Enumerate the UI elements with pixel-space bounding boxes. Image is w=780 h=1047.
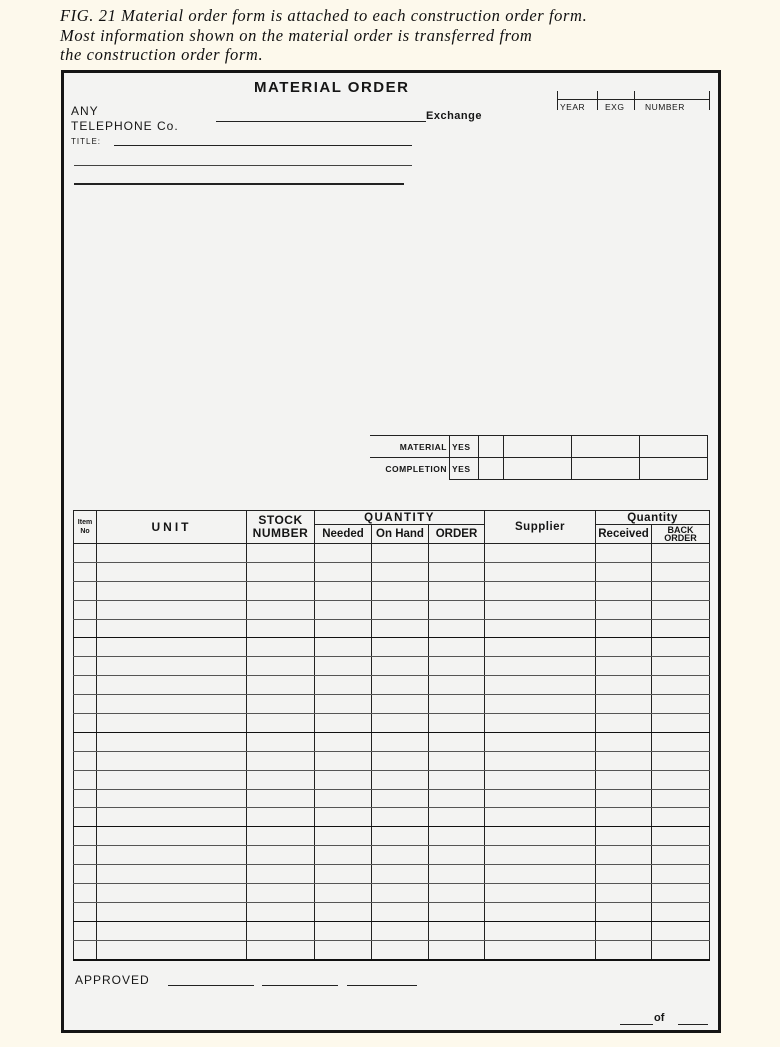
table-cell[interactable]: [372, 544, 429, 563]
table-cell[interactable]: [596, 732, 652, 751]
table-cell[interactable]: [372, 562, 429, 581]
table-cell[interactable]: [485, 676, 596, 695]
table-cell[interactable]: [652, 884, 710, 903]
table-cell[interactable]: [485, 638, 596, 657]
item-rows: [74, 544, 710, 960]
supplier-header: Supplier: [485, 511, 596, 544]
table-cell[interactable]: [485, 865, 596, 884]
table-row: [74, 657, 710, 676]
table-cell[interactable]: [372, 751, 429, 770]
table-row: [74, 902, 710, 921]
material-yes: YES: [450, 436, 479, 458]
table-cell[interactable]: [652, 544, 710, 563]
table-cell[interactable]: [247, 657, 315, 676]
table-cell[interactable]: [97, 695, 247, 714]
table-cell[interactable]: [74, 865, 97, 884]
table-row: [74, 638, 710, 657]
status-table: [370, 435, 708, 480]
table-cell[interactable]: [74, 940, 97, 959]
table-cell[interactable]: [596, 600, 652, 619]
table-cell[interactable]: [74, 638, 97, 657]
table-cell[interactable]: [429, 789, 485, 808]
table-cell[interactable]: [429, 638, 485, 657]
table-cell[interactable]: [652, 865, 710, 884]
table-row: [74, 789, 710, 808]
table-row: [74, 562, 710, 581]
company-name: [71, 104, 179, 134]
table-cell[interactable]: [97, 581, 247, 600]
page-number-line[interactable]: [620, 1024, 653, 1025]
material-status-row: [370, 436, 708, 458]
approved-label: APPROVED: [75, 973, 150, 987]
table-cell[interactable]: [652, 714, 710, 733]
quantity-received-header: Quantity: [596, 511, 710, 525]
table-cell[interactable]: [247, 789, 315, 808]
table-cell[interactable]: [596, 544, 652, 563]
table-cell[interactable]: [485, 581, 596, 600]
table-row: [74, 921, 710, 940]
table-cell[interactable]: [315, 714, 372, 733]
table-cell[interactable]: [596, 657, 652, 676]
table-row: [74, 808, 710, 827]
table-cell[interactable]: [97, 846, 247, 865]
item-no-line-1: Item: [77, 519, 93, 526]
table-row: [74, 600, 710, 619]
table-cell[interactable]: [315, 676, 372, 695]
table-cell[interactable]: [596, 921, 652, 940]
table-cell[interactable]: [372, 789, 429, 808]
table-cell[interactable]: [372, 770, 429, 789]
table-cell[interactable]: [74, 921, 97, 940]
table-cell[interactable]: [247, 581, 315, 600]
table-cell[interactable]: [596, 884, 652, 903]
table-cell[interactable]: [485, 619, 596, 638]
table-cell[interactable]: [485, 846, 596, 865]
table-cell[interactable]: [74, 884, 97, 903]
table-row: [74, 714, 710, 733]
table-cell[interactable]: [429, 600, 485, 619]
table-cell[interactable]: [315, 657, 372, 676]
table-row: [74, 676, 710, 695]
table-cell[interactable]: [596, 770, 652, 789]
status-cell[interactable]: [479, 436, 504, 458]
status-cell[interactable]: [640, 458, 708, 480]
table-cell[interactable]: [652, 751, 710, 770]
table-cell[interactable]: [652, 657, 710, 676]
title-label: TITLE:: [71, 137, 102, 146]
table-cell[interactable]: [74, 600, 97, 619]
table-row: [74, 619, 710, 638]
company-line-1: ANY: [71, 104, 99, 118]
table-cell[interactable]: [315, 808, 372, 827]
table-cell[interactable]: [596, 789, 652, 808]
table-cell[interactable]: [485, 921, 596, 940]
table-cell[interactable]: [97, 619, 247, 638]
table-cell[interactable]: [372, 714, 429, 733]
table-row: [74, 865, 710, 884]
table-cell[interactable]: [652, 827, 710, 846]
table-cell[interactable]: [372, 732, 429, 751]
number-header: NUMBER: [645, 102, 685, 112]
table-cell[interactable]: [372, 846, 429, 865]
table-cell[interactable]: [372, 676, 429, 695]
table-cell[interactable]: [596, 638, 652, 657]
caption-line-1: FIG. 21 Material order form is attached to each construction order form.: [60, 6, 588, 25]
table-cell[interactable]: [74, 676, 97, 695]
table-cell[interactable]: [372, 581, 429, 600]
table-cell[interactable]: [247, 562, 315, 581]
table-cell[interactable]: [652, 676, 710, 695]
table-cell[interactable]: [485, 789, 596, 808]
table-cell[interactable]: [372, 808, 429, 827]
page-of-label: of: [654, 1012, 665, 1024]
table-cell[interactable]: [429, 940, 485, 959]
table-cell[interactable]: [485, 657, 596, 676]
code-tick: [597, 91, 598, 110]
table-cell[interactable]: [429, 846, 485, 865]
stock-line-2: NUMBER: [252, 526, 309, 540]
table-cell[interactable]: [315, 902, 372, 921]
table-cell[interactable]: [315, 600, 372, 619]
table-cell[interactable]: [74, 581, 97, 600]
table-cell[interactable]: [247, 544, 315, 563]
approval-signature-line-2[interactable]: [262, 985, 338, 986]
table-cell[interactable]: [429, 676, 485, 695]
table-cell[interactable]: [97, 638, 247, 657]
table-cell[interactable]: [596, 676, 652, 695]
table-cell[interactable]: [247, 695, 315, 714]
table-cell[interactable]: [97, 544, 247, 563]
table-cell[interactable]: [596, 902, 652, 921]
table-cell[interactable]: [247, 732, 315, 751]
table-cell[interactable]: [97, 751, 247, 770]
approval-signature-line-3[interactable]: [347, 985, 417, 986]
back-line-1: BACK: [667, 525, 694, 535]
table-cell[interactable]: [97, 921, 247, 940]
table-cell[interactable]: [97, 808, 247, 827]
table-cell[interactable]: [315, 921, 372, 940]
table-cell[interactable]: [74, 789, 97, 808]
table-cell[interactable]: [97, 657, 247, 676]
back-line-2: ORDER: [664, 533, 697, 543]
table-cell[interactable]: [74, 657, 97, 676]
table-cell[interactable]: [247, 902, 315, 921]
table-cell[interactable]: [652, 638, 710, 657]
table-cell[interactable]: [429, 827, 485, 846]
on-hand-header: On Hand: [372, 525, 429, 544]
table-cell[interactable]: [74, 695, 97, 714]
table-cell[interactable]: [372, 902, 429, 921]
received-header: Received: [596, 525, 652, 544]
table-cell[interactable]: [372, 600, 429, 619]
table-cell[interactable]: [596, 827, 652, 846]
item-no-header: [74, 511, 97, 544]
table-cell[interactable]: [652, 940, 710, 959]
table-cell[interactable]: [485, 732, 596, 751]
table-cell[interactable]: [372, 638, 429, 657]
form-title: MATERIAL ORDER: [254, 79, 410, 96]
table-cell[interactable]: [596, 808, 652, 827]
table-cell[interactable]: [74, 732, 97, 751]
table-cell[interactable]: [429, 808, 485, 827]
table-cell[interactable]: [97, 827, 247, 846]
table-cell[interactable]: [485, 751, 596, 770]
table-cell[interactable]: [596, 751, 652, 770]
table-cell[interactable]: [485, 600, 596, 619]
table-row: [74, 695, 710, 714]
material-order-form: [61, 70, 721, 1033]
table-cell[interactable]: [74, 544, 97, 563]
title-blank-line-3[interactable]: [74, 183, 404, 185]
unit-header: UNIT: [97, 511, 247, 544]
table-cell[interactable]: [315, 751, 372, 770]
table-cell[interactable]: [652, 732, 710, 751]
table-cell[interactable]: [247, 884, 315, 903]
table-row: [74, 751, 710, 770]
material-label: MATERIAL: [370, 436, 450, 458]
stock-line-1: STOCK: [258, 513, 303, 527]
table-cell[interactable]: [247, 865, 315, 884]
caption-line-3: the construction order form.: [60, 45, 264, 64]
table-cell[interactable]: [247, 600, 315, 619]
table-cell[interactable]: [652, 562, 710, 581]
status-cell[interactable]: [504, 458, 572, 480]
table-cell[interactable]: [429, 619, 485, 638]
table-cell[interactable]: [596, 562, 652, 581]
table-cell[interactable]: [97, 732, 247, 751]
order-code-box: [557, 91, 710, 113]
table-cell[interactable]: [74, 619, 97, 638]
table-cell[interactable]: [652, 789, 710, 808]
table-cell[interactable]: [372, 940, 429, 959]
table-cell[interactable]: [315, 544, 372, 563]
table-cell[interactable]: [485, 770, 596, 789]
stock-number-header: [247, 511, 315, 544]
table-cell[interactable]: [652, 770, 710, 789]
table-cell[interactable]: [372, 619, 429, 638]
completion-label: COMPLETION: [370, 458, 450, 480]
table-cell[interactable]: [429, 865, 485, 884]
status-cell[interactable]: [640, 436, 708, 458]
table-cell[interactable]: [429, 562, 485, 581]
table-row: [74, 544, 710, 563]
table-cell[interactable]: [652, 600, 710, 619]
table-cell[interactable]: [485, 827, 596, 846]
table-cell[interactable]: [652, 846, 710, 865]
table-cell[interactable]: [74, 770, 97, 789]
table-row: [74, 770, 710, 789]
table-cell[interactable]: [596, 581, 652, 600]
table-cell[interactable]: [97, 789, 247, 808]
table-cell[interactable]: [372, 884, 429, 903]
table-cell[interactable]: [652, 902, 710, 921]
back-order-header: [652, 525, 710, 544]
table-cell[interactable]: [485, 940, 596, 959]
needed-header: Needed: [315, 525, 372, 544]
table-cell[interactable]: [315, 770, 372, 789]
table-cell[interactable]: [429, 544, 485, 563]
table-cell[interactable]: [485, 562, 596, 581]
table-row: [74, 732, 710, 751]
table-cell[interactable]: [315, 865, 372, 884]
title-blank-line-2[interactable]: [74, 165, 412, 166]
table-cell[interactable]: [596, 865, 652, 884]
exchange-label: Exchange: [426, 110, 482, 122]
table-cell[interactable]: [429, 732, 485, 751]
year-header: YEAR: [560, 102, 586, 112]
table-cell[interactable]: [315, 581, 372, 600]
table-row: [74, 827, 710, 846]
title-blank-line[interactable]: [114, 145, 412, 146]
material-items-table: [73, 510, 710, 961]
table-cell[interactable]: [315, 940, 372, 959]
table-cell[interactable]: [596, 846, 652, 865]
company-line-2: TELEPHONE Co.: [71, 119, 179, 133]
table-cell[interactable]: [97, 676, 247, 695]
exg-header: EXG: [605, 102, 625, 112]
table-cell[interactable]: [485, 695, 596, 714]
completion-status-row: [370, 458, 708, 480]
table-cell[interactable]: [485, 884, 596, 903]
table-cell[interactable]: [596, 714, 652, 733]
table-cell[interactable]: [652, 808, 710, 827]
table-cell[interactable]: [97, 714, 247, 733]
table-cell[interactable]: [97, 770, 247, 789]
quantity-header: QUANTITY: [315, 511, 485, 525]
table-cell[interactable]: [97, 884, 247, 903]
table-cell[interactable]: [74, 827, 97, 846]
table-cell[interactable]: [485, 544, 596, 563]
table-cell[interactable]: [429, 884, 485, 903]
table-cell[interactable]: [652, 695, 710, 714]
table-row: [74, 884, 710, 903]
table-cell[interactable]: [652, 921, 710, 940]
code-tick: [634, 91, 635, 110]
table-cell[interactable]: [247, 638, 315, 657]
table-cell[interactable]: [97, 600, 247, 619]
table-cell[interactable]: [247, 827, 315, 846]
table-cell[interactable]: [315, 884, 372, 903]
page-total-line[interactable]: [678, 1024, 708, 1025]
table-cell[interactable]: [315, 638, 372, 657]
caption-line-2: Most information shown on the material order is transferred from: [60, 25, 533, 45]
table-cell[interactable]: [429, 657, 485, 676]
table-cell[interactable]: [429, 921, 485, 940]
table-cell[interactable]: [247, 770, 315, 789]
table-cell[interactable]: [429, 714, 485, 733]
table-cell[interactable]: [429, 770, 485, 789]
table-cell[interactable]: [247, 940, 315, 959]
exchange-blank-line[interactable]: [216, 121, 426, 122]
table-cell[interactable]: [247, 714, 315, 733]
order-header: ORDER: [429, 525, 485, 544]
table-cell[interactable]: [74, 902, 97, 921]
table-cell[interactable]: [429, 695, 485, 714]
table-row: [74, 846, 710, 865]
table-cell[interactable]: [652, 619, 710, 638]
table-cell[interactable]: [485, 714, 596, 733]
table-cell[interactable]: [596, 940, 652, 959]
table-cell[interactable]: [247, 619, 315, 638]
table-cell[interactable]: [247, 846, 315, 865]
table-cell[interactable]: [652, 581, 710, 600]
table-cell[interactable]: [247, 751, 315, 770]
status-cell[interactable]: [572, 458, 640, 480]
table-cell[interactable]: [74, 846, 97, 865]
table-cell[interactable]: [315, 846, 372, 865]
table-cell[interactable]: [247, 808, 315, 827]
table-cell[interactable]: [596, 619, 652, 638]
table-cell[interactable]: [315, 562, 372, 581]
table-cell[interactable]: [74, 808, 97, 827]
table-cell[interactable]: [429, 751, 485, 770]
table-cell[interactable]: [485, 902, 596, 921]
table-cell[interactable]: [372, 921, 429, 940]
table-cell[interactable]: [372, 865, 429, 884]
table-cell[interactable]: [315, 827, 372, 846]
status-cell[interactable]: [572, 436, 640, 458]
table-cell[interactable]: [74, 562, 97, 581]
table-cell[interactable]: [247, 676, 315, 695]
table-cell[interactable]: [315, 732, 372, 751]
table-cell[interactable]: [372, 695, 429, 714]
table-row: [74, 940, 710, 959]
table-cell[interactable]: [315, 695, 372, 714]
approval-signature-line-1[interactable]: [168, 985, 254, 986]
table-cell[interactable]: [74, 714, 97, 733]
table-cell[interactable]: [97, 562, 247, 581]
table-cell[interactable]: [485, 808, 596, 827]
table-cell[interactable]: [429, 902, 485, 921]
item-no-line-2: No: [80, 528, 90, 535]
table-cell[interactable]: [97, 865, 247, 884]
figure-caption: [60, 6, 760, 65]
table-cell[interactable]: [372, 827, 429, 846]
status-cell[interactable]: [504, 436, 572, 458]
table-cell[interactable]: [315, 619, 372, 638]
table-cell[interactable]: [596, 695, 652, 714]
table-cell[interactable]: [372, 657, 429, 676]
table-cell[interactable]: [315, 789, 372, 808]
code-tick: [557, 91, 558, 110]
table-cell[interactable]: [74, 751, 97, 770]
table-cell[interactable]: [247, 921, 315, 940]
table-row: [74, 581, 710, 600]
code-tick: [709, 91, 710, 110]
status-cell[interactable]: [479, 458, 504, 480]
table-cell[interactable]: [97, 902, 247, 921]
table-cell[interactable]: [97, 940, 247, 959]
table-cell[interactable]: [429, 581, 485, 600]
completion-yes: YES: [450, 458, 479, 480]
